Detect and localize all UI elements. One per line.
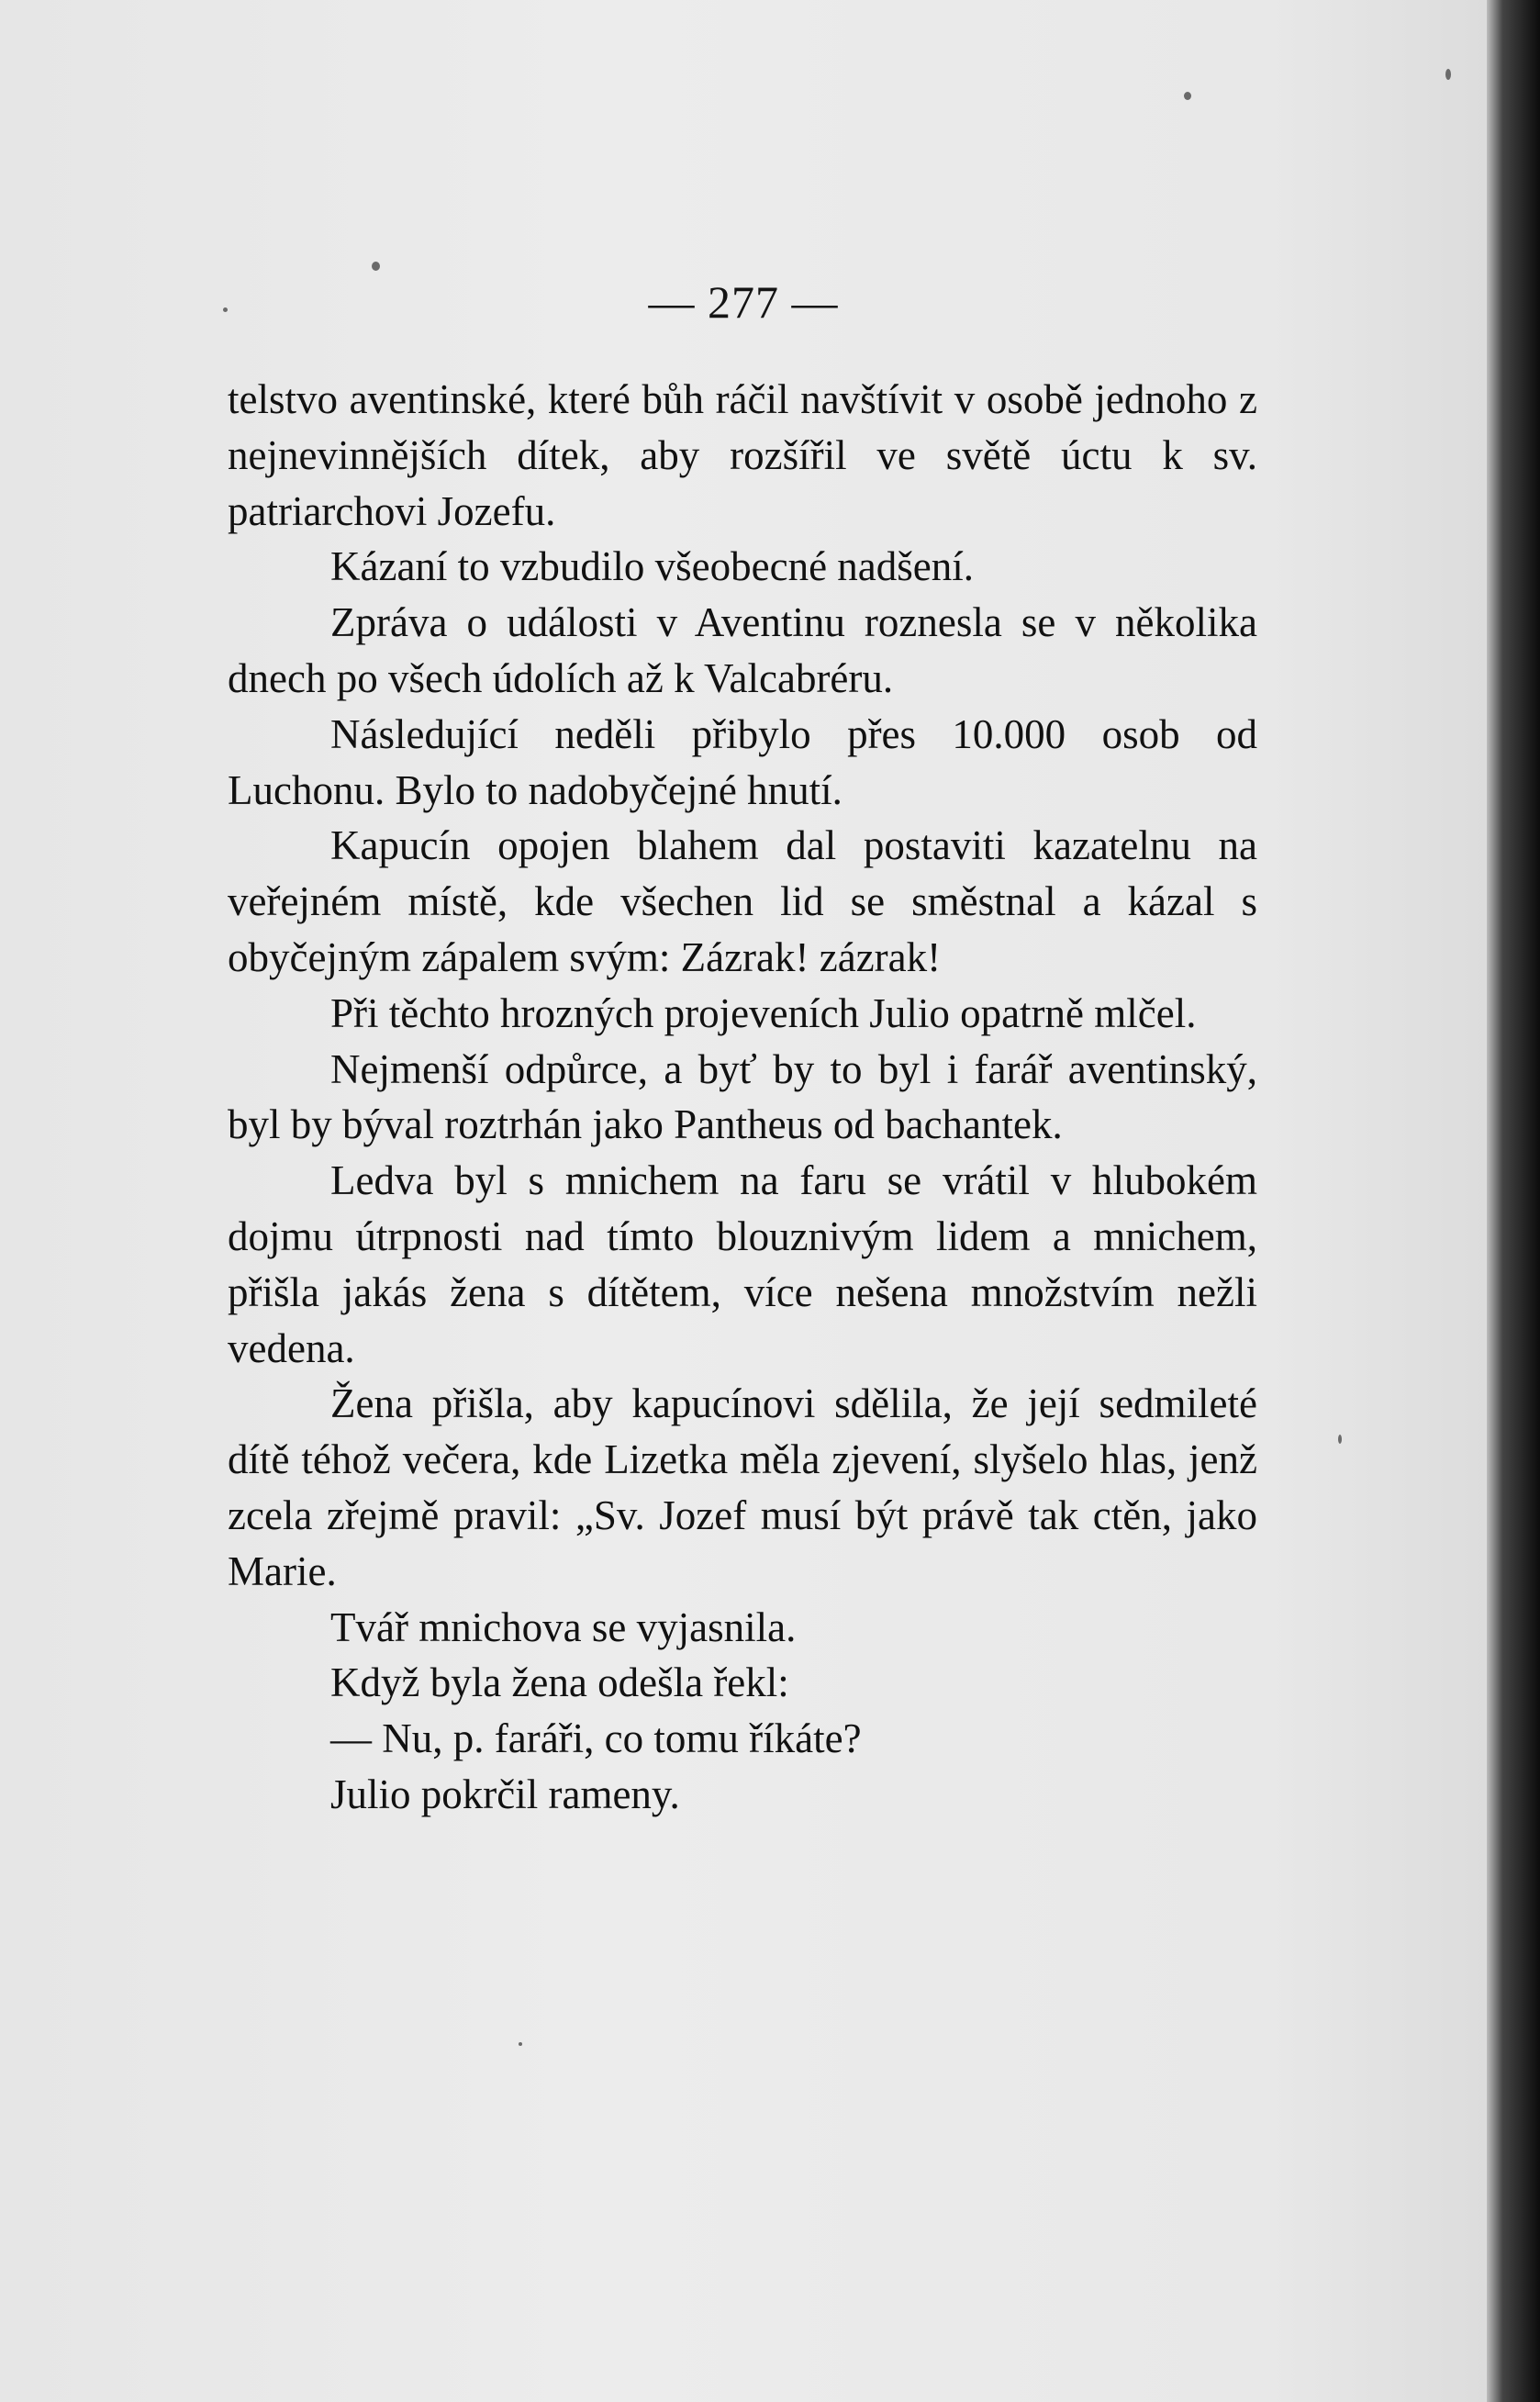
paper-speck bbox=[519, 2042, 522, 2046]
page-edge-shadow bbox=[1487, 0, 1540, 2402]
paragraph: Julio pokrčil rameny. bbox=[330, 1771, 680, 1817]
paper-speck bbox=[223, 307, 228, 312]
page-text bbox=[228, 372, 1257, 1823]
paper-speck bbox=[372, 262, 380, 271]
paragraph: Kapucín opojen blahem dal postaviti kazatelnu na veřejném místě, kde všechen lid se směstnal a kázal s obyčejným zápalem svým: Zázrak! zázrak! bbox=[228, 822, 1257, 980]
paragraph: Kázaní to vzbudilo všeobecné nadšení. bbox=[330, 543, 975, 590]
paragraph: telstvo aventinské, které bůh ráčil navštívit v osobě jednoho z nejnevinnějších dítek, aby rozšířil ve světě úctu k sv. patriarchovi Jozefu. bbox=[228, 376, 1257, 534]
paragraph: Žena přišla, aby kapucínovi sdělila, že její sedmileté dítě téhož večera, kde Lizetka měla zjevení, slyšelo hlas, jenž zcela zřejmě pravil: „Sv. Jozef musí být právě tak ctěn, jako Marie. bbox=[228, 1380, 1257, 1594]
paragraph: Zpráva o události v Aventinu roznesla se v několika dnech po všech údolích až k Valcabréru. bbox=[228, 599, 1257, 701]
paragraph: Když byla žena odešla řekl: bbox=[330, 1659, 789, 1706]
paragraph: — Nu, p. faráři, co tomu říkáte? bbox=[330, 1715, 862, 1762]
page-number: — 277 — bbox=[648, 276, 839, 328]
paper-speck bbox=[1184, 92, 1191, 100]
paper-speck bbox=[1445, 69, 1451, 80]
paragraph: Ledva byl s mnichem na faru se vrátil v hlubokém dojmu útrpnosti nad tímto blouznivým lidem a mnichem, přišla jakás žena s dítětem, více nešena množstvím nežli vedena. bbox=[228, 1157, 1257, 1371]
paper-speck bbox=[1338, 1435, 1342, 1444]
paragraph: Při těchto hrozných projeveních Julio opatrně mlčel. bbox=[330, 989, 1197, 1036]
paragraph: Nejmenší odpůrce, a byť by to byl i farář aventinský, byl by býval roztrhán jako Pantheus od bachantek. bbox=[228, 1045, 1257, 1148]
paragraph: Následující neděli přibylo přes 10.000 osob od Luchonu. Bylo to nadobyčejné hnutí. bbox=[228, 710, 1257, 813]
paragraph: Tvář mnichova se vyjasnila. bbox=[330, 1603, 797, 1650]
